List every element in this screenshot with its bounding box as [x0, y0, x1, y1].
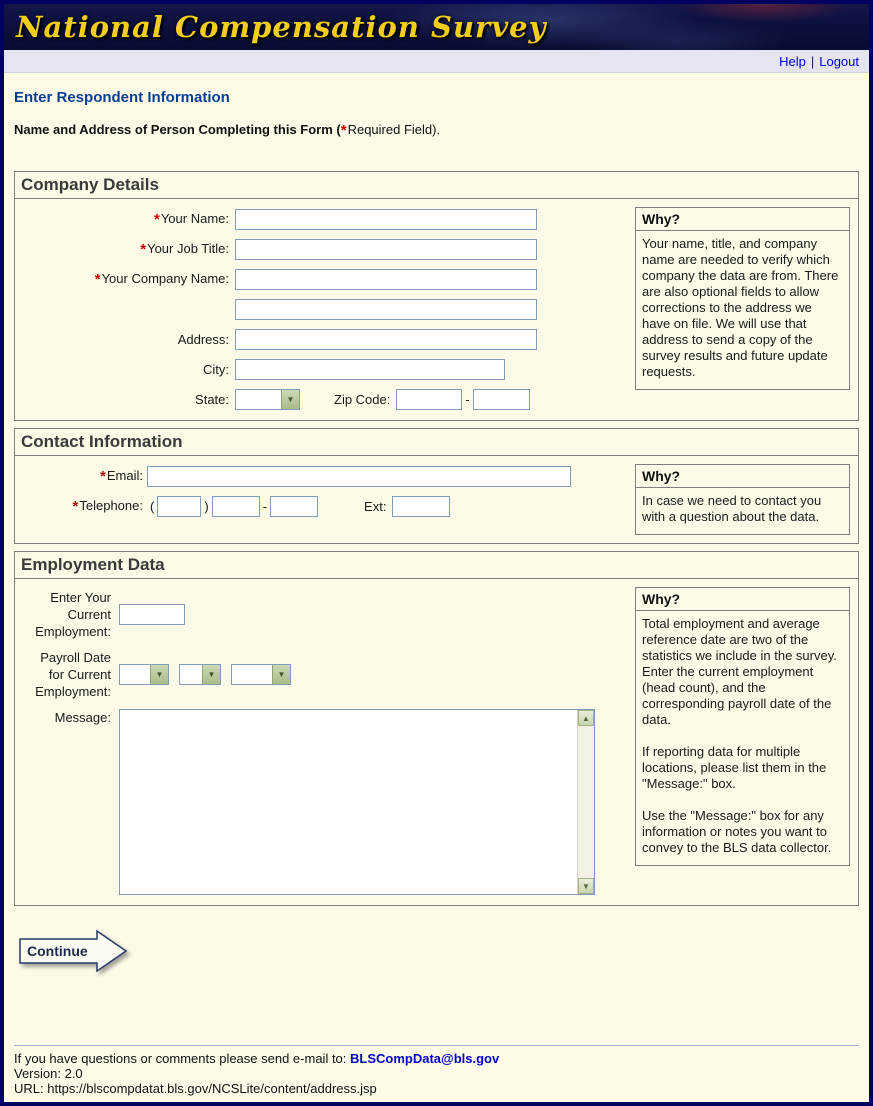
continue-button[interactable]	[18, 928, 130, 974]
footer-contact-line	[14, 1051, 859, 1066]
state-zip-row	[23, 389, 627, 410]
why-text-contact: In case we need to contact you with a question about the data.	[642, 493, 822, 524]
section-header-employment: Employment Data	[14, 551, 859, 579]
message-scrollbar[interactable]	[577, 710, 594, 894]
email-row	[23, 466, 627, 487]
phone-open-paren: (	[150, 499, 155, 514]
nav-separator: |	[810, 53, 815, 69]
company-name-row	[23, 269, 627, 290]
payroll-year-select[interactable]	[231, 664, 291, 685]
footer-email-link[interactable]: BLSCompData@bls.gov	[350, 1051, 500, 1066]
required-asterisk: *	[140, 241, 147, 258]
company-name-line2-input[interactable]	[235, 299, 537, 320]
why-text-company: Your name, title, and company name are needed to verify which company the data are from. There are also optional fields to allow corrections to the address we have on file. We will use that address to send a copy of the survey results and future update requests.	[642, 236, 839, 379]
why-box-company	[635, 207, 850, 390]
scroll-down-button[interactable]	[578, 878, 594, 894]
why-employment-para2: If reporting data for multiple locations, please list them in the "Message:" box.	[642, 744, 827, 791]
address-input[interactable]	[235, 329, 537, 350]
state-label: State:	[195, 392, 229, 407]
app-title: National Compensation Survey	[16, 10, 547, 44]
payroll-day-select[interactable]	[179, 664, 221, 685]
footer-version: Version: 2.0	[14, 1066, 83, 1081]
payroll-date-row	[23, 649, 627, 700]
continue-label: Continue	[27, 943, 88, 959]
logout-link[interactable]: Logout	[819, 53, 859, 69]
payroll-date-label: Payroll Date for Current Employment:	[35, 650, 111, 699]
state-select[interactable]	[235, 389, 300, 410]
contact-information-section	[14, 428, 859, 544]
employment-section-body	[14, 579, 859, 906]
required-asterisk: *	[94, 271, 101, 288]
scroll-up-icon: ▲	[582, 713, 590, 723]
nav-strip	[4, 50, 869, 73]
your-name-label: *Your Name:	[153, 211, 229, 228]
phone-separator: -	[262, 499, 268, 514]
banner	[4, 4, 869, 50]
company-section-body	[14, 199, 859, 421]
chevron-down-icon: ▼	[281, 390, 299, 409]
contact-section-body	[14, 456, 859, 544]
job-title-label: *Your Job Title:	[140, 241, 229, 258]
footer-divider	[14, 1045, 859, 1046]
section-header-contact: Contact Information	[14, 428, 859, 456]
current-employment-input[interactable]	[119, 604, 185, 625]
phone-line-input[interactable]	[270, 496, 318, 517]
message-textarea[interactable]	[120, 710, 577, 894]
payroll-month-select[interactable]	[119, 664, 169, 685]
company-name-line2-row	[23, 299, 627, 320]
company-details-section	[14, 171, 859, 421]
company-form-area	[23, 207, 627, 412]
company-name-label: *Your Company Name:	[94, 271, 229, 288]
city-input[interactable]	[235, 359, 505, 380]
why-box-employment	[635, 587, 850, 866]
help-link[interactable]: Help	[779, 53, 806, 69]
job-title-input[interactable]	[235, 239, 537, 260]
message-textarea-wrapper	[119, 709, 595, 895]
scroll-down-icon: ▼	[582, 881, 590, 891]
telephone-label: *Telephone:	[72, 498, 143, 515]
telephone-row	[23, 496, 627, 517]
required-asterisk: *	[72, 498, 79, 515]
footer	[14, 1045, 859, 1096]
section-header-company: Company Details	[14, 171, 859, 199]
why-title-employment: Why?	[636, 588, 849, 611]
why-box-contact	[635, 464, 850, 535]
message-row	[23, 709, 627, 895]
why-employment-para1: Total employment and average reference date are two of the statistics we include in the survey. Enter the current employment (head count), and the corresponding payroll date of the data.	[642, 616, 837, 727]
contact-form-area	[23, 464, 627, 519]
phone-prefix-input[interactable]	[212, 496, 260, 517]
employment-data-section	[14, 551, 859, 906]
your-name-row	[23, 209, 627, 230]
why-text-employment	[636, 611, 849, 865]
message-label: Message:	[54, 710, 111, 725]
zip-input-1[interactable]	[396, 389, 462, 410]
city-row	[23, 359, 627, 380]
current-employment-row	[23, 589, 627, 640]
address-label: Address:	[177, 332, 229, 347]
subtitle	[14, 122, 859, 139]
your-name-input[interactable]	[235, 209, 537, 230]
phone-close-paren: )	[204, 499, 209, 514]
address-row	[23, 329, 627, 350]
employment-form-area	[23, 587, 627, 897]
page-title: Enter Respondent Information	[14, 89, 230, 106]
phone-area-input[interactable]	[157, 496, 201, 517]
subtitle-bold-text: Name and Address of Person Completing this Form (	[14, 122, 341, 137]
why-title-contact: Why?	[636, 465, 849, 488]
scroll-up-button[interactable]	[578, 710, 594, 726]
footer-url: URL: https://blscompdatat.bls.gov/NCSLite/content/address.jsp	[14, 1081, 377, 1096]
phone-ext-input[interactable]	[392, 496, 450, 517]
email-input[interactable]	[147, 466, 571, 487]
chevron-down-icon: ▼	[272, 665, 290, 684]
city-label: City:	[203, 362, 229, 377]
required-asterisk: *	[153, 211, 160, 228]
current-employment-label: Enter Your Current Employment:	[35, 590, 111, 639]
required-asterisk: *	[100, 468, 106, 485]
why-title-company: Why?	[636, 208, 849, 231]
footer-contact-text: If you have questions or comments please send e-mail to:	[14, 1051, 351, 1066]
phone-ext-label: Ext:	[364, 499, 387, 514]
chevron-down-icon: ▼	[202, 665, 220, 684]
company-name-input[interactable]	[235, 269, 537, 290]
subtitle-rest-text: Required Field).	[347, 122, 441, 137]
email-label: *Email:	[100, 468, 143, 485]
content-area	[4, 73, 869, 974]
zip-code-label: Zip Code:	[334, 392, 391, 407]
zip-separator: -	[465, 392, 470, 407]
chevron-down-icon: ▼	[150, 665, 168, 684]
zip-input-2[interactable]	[473, 389, 530, 410]
why-employment-para3: Use the "Message:" box for any information or notes you want to convey to the BLS data collector.	[642, 808, 832, 855]
required-star-legend: *	[340, 122, 347, 139]
job-title-row	[23, 239, 627, 260]
